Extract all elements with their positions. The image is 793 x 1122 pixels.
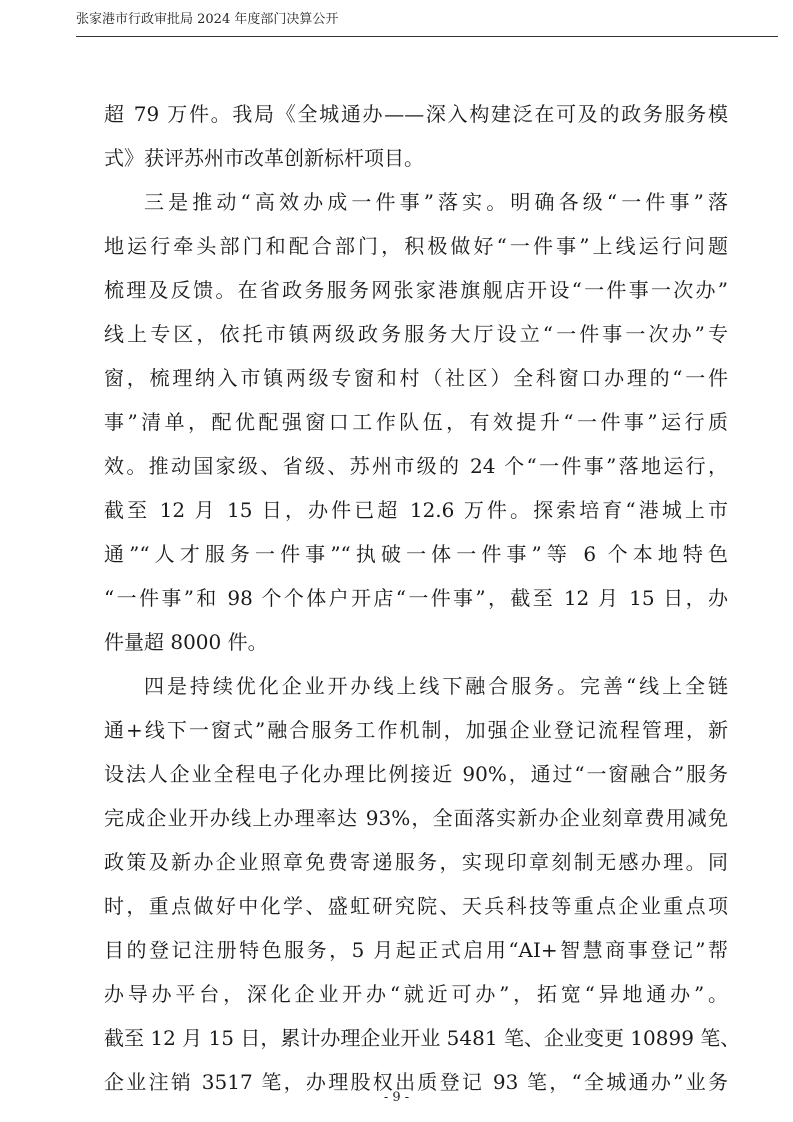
paragraph-line: 设法人企业全程电子化办理比例接近 90%，通过“一窗融合”服务: [104, 762, 728, 786]
paragraph-line: 梳理及反馈。在省政务服务网张家港旗舰店开设“一件事一次办”: [104, 278, 728, 302]
paragraph-line: “一件事”和 98 个个体户开店“一件事”，截至 12 月 15 日，办: [104, 586, 728, 610]
paragraph-line: 事”清单，配优配强窗口工作队伍，有效提升“一件事”运行质: [104, 410, 728, 434]
paragraph-line: 完成企业开办线上办理率达 93%，全面落实新办企业刻章费用减免: [104, 806, 728, 830]
paragraph-line: 通”“人才服务一件事”“执破一体一件事”等 6 个本地特色: [104, 542, 728, 566]
paragraph-line: 超 79 万件。我局《全城通办——深入构建泛在可及的政务服务模: [104, 102, 728, 126]
running-header: 张家港市行政审批局 2024 年度部门决算公开: [76, 12, 339, 27]
paragraph-line: 效。推动国家级、省级、苏州市级的 24 个“一件事”落地运行，: [104, 454, 728, 478]
paragraph-line: 办导办平台，深化企业开办“就近可办”，拓宽“异地通办”。: [104, 982, 728, 1006]
paragraph-line: 目的登记注册特色服务，5 月起正式启用“AI+智慧商事登记”帮: [104, 938, 728, 962]
paragraph-line: 截至 12 月 15 日，办件已超 12.6 万件。探索培育“港城上市: [104, 498, 728, 522]
paragraph-line: 通+线下一窗式”融合服务工作机制，加强企业登记流程管理，新: [104, 718, 728, 742]
paragraph-line: 政策及新办企业照章免费寄递服务，实现印章刻制无感办理。同: [104, 850, 728, 874]
paragraph-line: 企业注销 3517 笔，办理股权出质登记 93 笔，“全城通办”业务: [104, 1070, 728, 1094]
page-number: - 9 -: [383, 1090, 410, 1105]
paragraph-line: 四是持续优化企业开办线上线下融合服务。完善“线上全链: [144, 674, 728, 698]
paragraph-line: 线上专区，依托市镇两级政务服务大厅设立“一件事一次办”专: [104, 322, 728, 346]
header-rule: [76, 36, 778, 37]
paragraph-line: 窗，梳理纳入市镇两级专窗和村（社区）全科窗口办理的“一件: [104, 366, 728, 390]
paragraph-line: 地运行牵头部门和配合部门，积极做好“一件事”上线运行问题: [104, 234, 728, 258]
paragraph-line: 式》获评苏州市改革创新标杆项目。: [104, 146, 424, 170]
paragraph-line: 三是推动“高效办成一件事”落实。明确各级“一件事”落: [144, 190, 728, 214]
paragraph-line: 件量超 8000 件。: [104, 630, 268, 654]
paragraph-line: 截至 12 月 15 日，累计办理企业开业 5481 笔、企业变更 10899 笔、: [104, 1026, 741, 1050]
paragraph-line: 时，重点做好中化学、盛虹研究院、天兵科技等重点企业重点项: [104, 894, 728, 918]
